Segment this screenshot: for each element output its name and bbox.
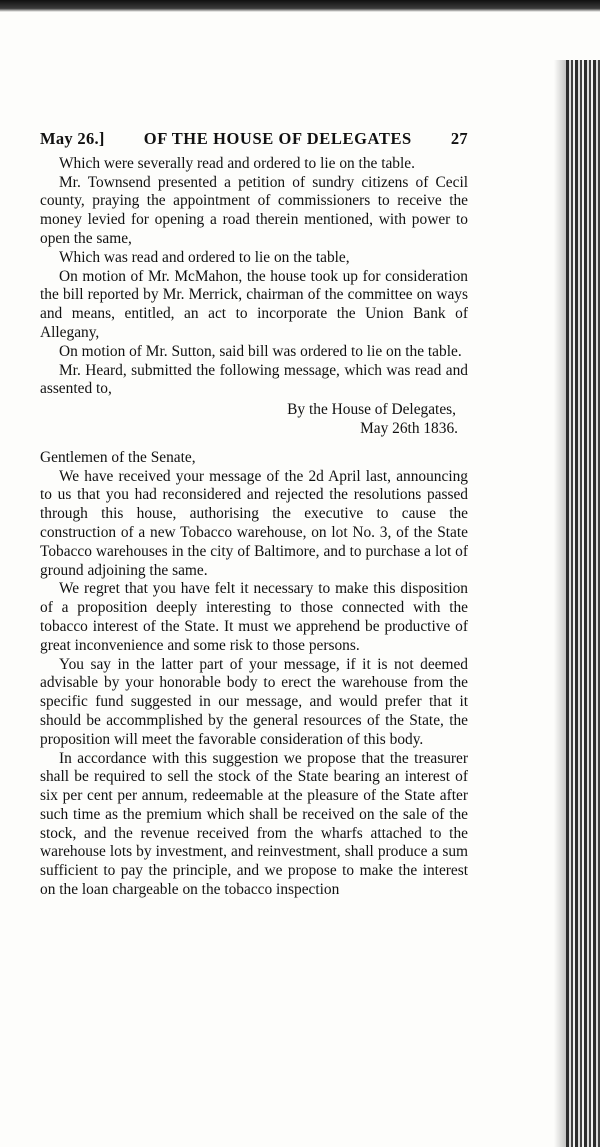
page-number: 27 [450,129,468,148]
paragraph-8: We regret that you have felt it necessary to make this disposition of a proposition deeply interesting to those connected with the tobacco interest of the State. It must we apprehend be productive of great inconvenience and some risk to those persons. [40,580,468,654]
signature-line-1: By the House of Delegates, [287,401,456,419]
paragraph-4: On motion of Mr. McMahon, the house took up for consideration the bill reported by Mr. Merrick, chairman of the committee on ways and means, entitled, an act to incorporate the Union Bank of Allegany, [40,267,468,341]
document-page [40,130,468,900]
paragraph-2: Mr. Townsend presented a petition of sundry citizens of Cecil county, praying the appointment of commissioners to receive the money levied for opening a road therein mentioned, with power to open the same, [40,173,468,247]
scan-edge-shadow [554,60,566,1147]
salutation: Gentlemen of the Senate, [40,448,196,466]
running-head [40,130,468,149]
paragraph-3: Which was read and ordered to lie on the table, [59,248,350,266]
header-date: May 26.] [40,129,105,148]
paragraph-7: We have received your message of the 2d April last, announcing to us that you had reconsidered and rejected the resolutions passed through this house, authorising the executive to cause the construction of a new Tobacco warehouse, on lot No. 3, of the State Tobacco warehouses in the city of Baltimore, and to purchase a lot of ground adjoining the same. [40,467,468,579]
header-title: OF THE HOUSE OF DELEGATES [143,129,412,148]
scan-edge-right [566,60,600,1147]
paragraph-5: On motion of Mr. Sutton, said bill was ordered to lie on the table. [59,342,462,360]
paragraph-1: Which were severally read and ordered to lie on the table. [59,154,415,172]
paragraph-10: In accordance with this suggestion we propose that the treasurer shall be required to sell the stock of the State bearing an interest of six per cent per annum, redeemable at the pleasure of the State after such time as the premium which shall be received on the sale of the stock, and the revenue received from the wharfs attached to the warehouse lots by investment, and reinvestment, shall produce a sum sufficient to pay the principle, and we propose to make the interest on the loan chargeable on the tobacco inspection [40,749,468,899]
scan-edge-top [0,0,600,12]
signature-line-2: May 26th 1836. [360,419,458,437]
paragraph-9: You say in the latter part of your message, if it is not deemed advisable by your honorable body to erect the warehouse from the specific fund suggested in our message, and would prefer that it should be accommplished by the general resources of the State, the proposition will meet the favorable consideration of this body. [40,655,468,748]
paragraph-6: Mr. Heard, submitted the following message, which was read and assented to, [40,361,468,398]
